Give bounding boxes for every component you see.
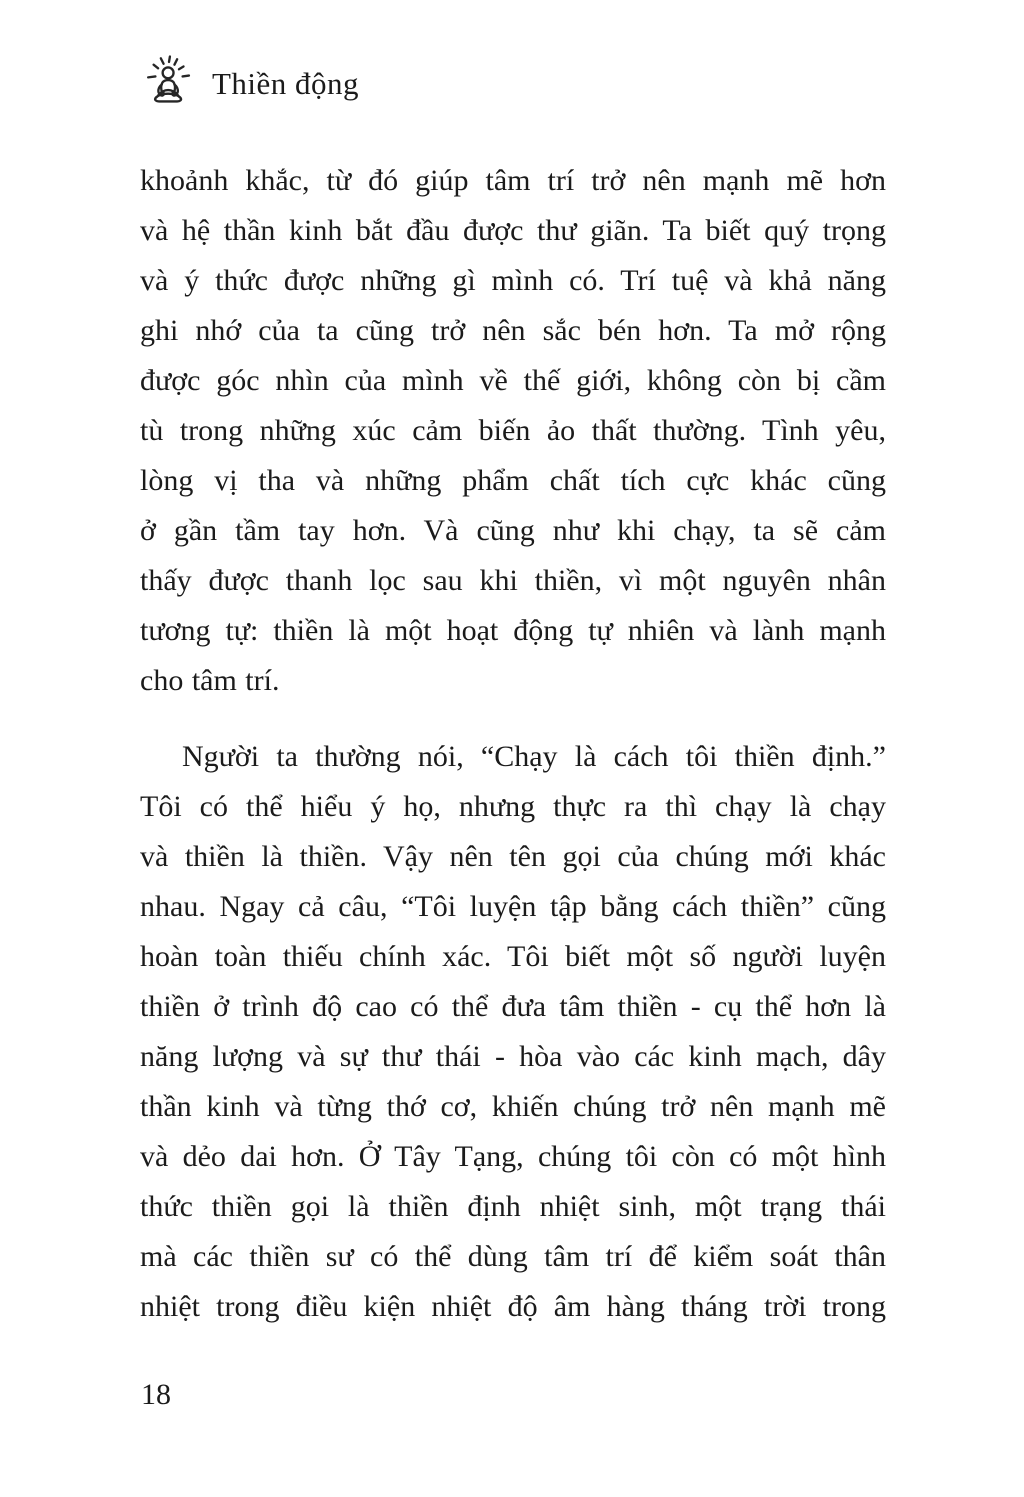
text-line: thần kinh và từng thớ cơ, khiến chúng trở nên mạnh mẽ [140, 1090, 886, 1123]
meditation-icon [140, 49, 198, 113]
running-header-title: Thiền động [212, 66, 360, 101]
text-line: thức thiền gọi là thiền định nhiệt sinh, một trạng thái [140, 1190, 886, 1223]
running-header [140, 48, 359, 114]
text-line: và ý thức được những gì mình có. Trí tuệ và khả năng [140, 264, 886, 297]
paragraph-1 [140, 156, 886, 706]
text-line: được góc nhìn của mình về thế giới, không còn bị cầm [140, 364, 886, 397]
body-text [140, 156, 886, 1332]
text-line: Người ta thường nói, “Chạy là cách tôi thiền định.” [182, 740, 886, 773]
text-line: năng lượng và sự thư thái - hòa vào các kinh mạch, dây [140, 1040, 886, 1073]
text-line: và thiền là thiền. Vậy nên tên gọi của chúng mới khác [140, 840, 886, 873]
text-line: lòng vị tha và những phẩm chất tích cực khác cũng [140, 464, 886, 497]
text-line: thiền ở trình độ cao có thể đưa tâm thiền - cụ thể hơn là [140, 990, 886, 1023]
text-line: ghi nhớ của ta cũng trở nên sắc bén hơn. Ta mở rộng [140, 314, 886, 347]
text-line: mà các thiền sư có thể dùng tâm trí để kiểm soát thân [140, 1240, 886, 1273]
text-line: nhiệt trong điều kiện nhiệt độ âm hàng tháng trời trong [140, 1290, 886, 1323]
text-line: tương tự: thiền là một hoạt động tự nhiên và lành mạnh [140, 614, 886, 647]
text-line: nhau. Ngay cả câu, “Tôi luyện tập bằng cách thiền” cũng [140, 890, 886, 923]
text-line: và hệ thần kinh bắt đầu được thư giãn. Ta biết quý trọng [140, 214, 886, 247]
text-line: Tôi có thể hiểu ý họ, nhưng thực ra thì chạy là chạy [140, 790, 886, 823]
text-line: hoàn toàn thiếu chính xác. Tôi biết một số người luyện [140, 940, 886, 973]
text-line: khoảnh khắc, từ đó giúp tâm trí trở nên mạnh mẽ hơn [140, 164, 886, 197]
text-line: cho tâm trí. [140, 664, 280, 697]
text-line: ở gần tầm tay hơn. Và cũng như khi chạy, ta sẽ cảm [140, 514, 886, 547]
paragraph-2 [140, 732, 886, 1332]
page-number: 18 [141, 1378, 171, 1411]
text-line: tù trong những xúc cảm biến ảo thất thường. Tình yêu, [140, 414, 886, 447]
text-line: và dẻo dai hơn. Ở Tây Tạng, chúng tôi còn có một hình [140, 1140, 886, 1173]
text-line: thấy được thanh lọc sau khi thiền, vì một nguyên nhân [140, 564, 886, 597]
